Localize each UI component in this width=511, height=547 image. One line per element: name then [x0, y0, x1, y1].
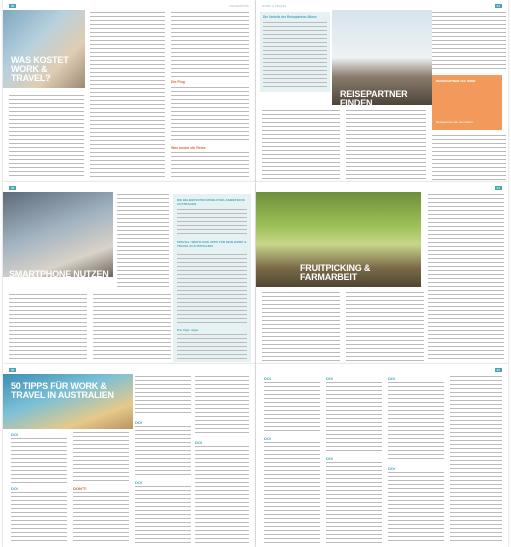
- body-column: [171, 12, 249, 78]
- article-title: 50 TIPPS FÜR WORK & TRAVEL IN AUSTRALIEN: [11, 381, 114, 400]
- body-column: [428, 194, 504, 362]
- tip-label: DO!: [11, 486, 19, 491]
- box-text: [177, 254, 247, 324]
- tip-label: DO!: [135, 480, 143, 485]
- tip-label: DO!: [264, 376, 272, 381]
- body-column: [90, 12, 165, 179]
- article-title: WAS KOSTET WORK & TRAVEL?: [11, 55, 69, 83]
- tip-label: DON'T!: [73, 486, 87, 491]
- running-header: WORK & TRAVEL: [262, 4, 287, 8]
- tip-label: DO!: [326, 376, 334, 381]
- tip-text: [264, 442, 320, 544]
- page-82: [3, 182, 255, 365]
- subheading: Die Flug: [171, 80, 185, 84]
- body-column: [432, 12, 506, 72]
- tip-label: Pro Tipp: Apps: [177, 328, 199, 332]
- page-number: 84: [11, 368, 15, 372]
- page-83: [256, 182, 508, 365]
- tip-label: DO!: [11, 432, 19, 437]
- tip-label: DO!: [135, 420, 143, 425]
- page-number: 80: [11, 4, 15, 8]
- tip-text: [388, 382, 444, 462]
- page-number: 83: [496, 186, 500, 190]
- body-column: [450, 376, 502, 544]
- tip-label: DO!: [388, 376, 396, 381]
- spread-3: [0, 364, 511, 547]
- body-column: [117, 194, 169, 289]
- body-column: [346, 110, 426, 180]
- body-column: [262, 292, 340, 362]
- page-number: 81: [496, 4, 500, 8]
- promo-title: REISEPARTNER AUF WWW: [436, 79, 476, 83]
- tip-text: [11, 492, 67, 544]
- page-80: [3, 0, 255, 183]
- running-header: TRAVELBOOK: [228, 4, 249, 8]
- body-column: [93, 294, 171, 362]
- hero-photo: [3, 192, 113, 277]
- tip-label: DO!: [388, 466, 396, 471]
- body-column: [171, 87, 249, 143]
- body-column: [262, 110, 340, 180]
- article-title: SMARTPHONE NUTZEN IN AUSTRALIEN: [9, 269, 109, 288]
- box-heading: DIE BELIEBTESTEN MOBILFUNK-ANBIETER IN AUSTRALIEN: [177, 198, 245, 206]
- box-text: [263, 22, 327, 90]
- body-column: [9, 294, 87, 362]
- tip-text: [388, 472, 444, 544]
- spread-1: [0, 0, 511, 183]
- body-column: [9, 95, 84, 179]
- box-subheading: SPEZIAL: WESTLICHE APPS FÜR DEIN WORK & TRAVEL IN AUSTRALIEN: [177, 240, 247, 248]
- tip-text: [11, 438, 67, 483]
- tip-text: [195, 446, 249, 544]
- article-title: FRUITPICKING & FARMARBEIT: [300, 263, 371, 282]
- article-title: REISEPARTNER FINDEN: [340, 89, 408, 108]
- tip-text: [135, 426, 191, 476]
- body-column: [171, 152, 249, 179]
- tip-text: [135, 376, 191, 416]
- page-81: [256, 0, 508, 183]
- box-heading: Die Vorteile der Reisepartner-Börse: [263, 15, 317, 19]
- body-column: [432, 135, 506, 180]
- tip-text: [264, 382, 320, 432]
- page-number: 82: [11, 186, 15, 190]
- tip-text: [135, 486, 191, 544]
- tip-text: [326, 382, 382, 452]
- subheading: Was kostet die Reise: [171, 146, 206, 150]
- tip-text: [73, 492, 129, 544]
- body-column: [346, 292, 424, 362]
- promo-link[interactable]: Reisepartner bei uns finden: [436, 120, 473, 124]
- spread-2: [0, 182, 511, 365]
- box-text: [177, 209, 247, 237]
- tip-text: [326, 462, 382, 544]
- page-84: [3, 364, 255, 547]
- tip-label: DO!: [264, 436, 272, 441]
- tip-text: [195, 376, 249, 436]
- tip-text: [73, 432, 129, 482]
- page-85: [256, 364, 508, 547]
- box-text: [177, 334, 247, 360]
- tip-label: DO!: [195, 440, 203, 445]
- page-number: 85: [496, 368, 500, 372]
- tip-label: DO!: [326, 456, 334, 461]
